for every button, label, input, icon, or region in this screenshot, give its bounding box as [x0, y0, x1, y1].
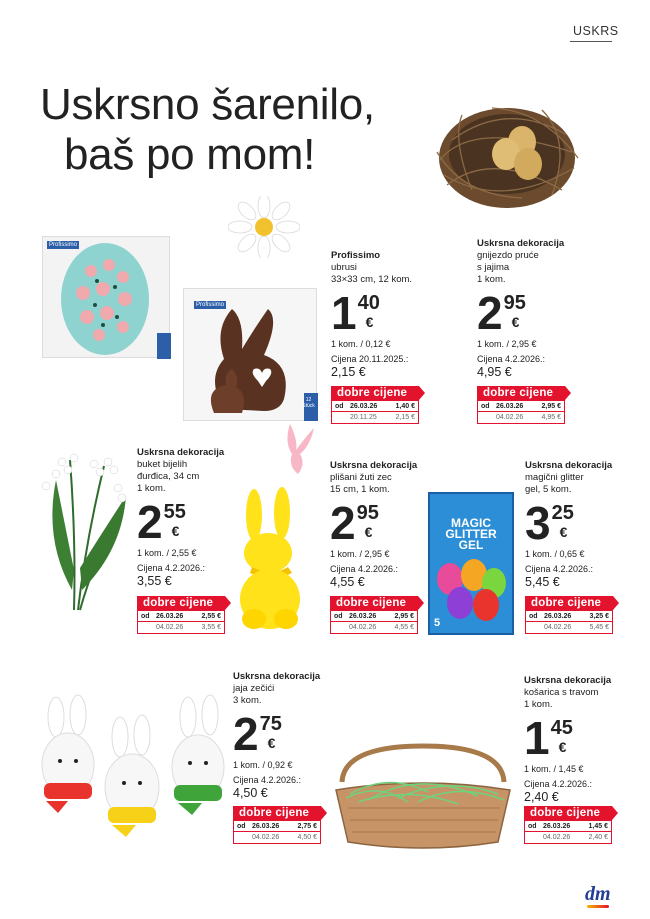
- price-currency: €: [171, 523, 180, 539]
- unit-price: 1 kom. / 2,95 €: [477, 339, 537, 349]
- badge-title: dobre cijene: [331, 386, 419, 401]
- unit-price: 1 kom. / 0,92 €: [233, 760, 293, 770]
- old-price: 4,95 €: [477, 365, 512, 379]
- bunny-napkin-pack-image: [183, 288, 317, 421]
- old-price-label: Cijena 4.2.2026.:: [524, 779, 593, 789]
- product-brand: Uskrsna dekoracija: [477, 238, 565, 249]
- napkin-pack-image: [42, 236, 170, 358]
- grass-basket-image: [328, 742, 518, 850]
- product-description-line: 1 kom.: [137, 483, 166, 494]
- price-currency: €: [267, 735, 276, 751]
- badge-title: dobre cijene: [233, 806, 321, 821]
- badge-price: 2,40 €: [588, 834, 608, 841]
- product-description-line: ubrusi: [331, 262, 357, 273]
- headline-line-1: Uskrsno šarenilo,: [40, 80, 375, 129]
- badge-od: od: [529, 613, 538, 620]
- unit-price: 1 kom. / 2,95 €: [330, 549, 390, 559]
- badge-od: od: [141, 613, 150, 620]
- product-description-line: 1 kom.: [477, 274, 506, 285]
- product-description-line: 3 kom.: [233, 695, 262, 706]
- price-currency: €: [558, 739, 567, 755]
- badge-date: 04.02.26: [544, 624, 572, 631]
- badge-date: 04.02.26: [252, 834, 280, 841]
- badge-title: dobre cijene: [477, 386, 565, 401]
- badge-price: 2,95 €: [541, 403, 561, 410]
- dobre-cijene-badge: [137, 596, 225, 634]
- unit-price: 1 kom. / 0,65 €: [525, 549, 585, 559]
- badge-title: dobre cijene: [137, 596, 225, 611]
- product-price: [137, 496, 233, 548]
- badge-date: 04.02.26: [349, 624, 377, 631]
- product-brand: Uskrsna dekoracija: [525, 460, 613, 471]
- badge-date: 04.02.26: [543, 834, 571, 841]
- unit-price: 1 kom. / 0,12 €: [331, 339, 391, 349]
- badge-date: 26.03.26: [349, 613, 377, 620]
- product-glitter-gel: [525, 460, 621, 589]
- product-description-line: jaja zečići: [233, 683, 275, 694]
- dobre-cijene-badge: [233, 806, 321, 844]
- price-currency: €: [559, 524, 568, 540]
- napkin-brand-label-2: Profissimo: [196, 302, 225, 308]
- unit-price: 1 kom. / 1,45 €: [524, 764, 584, 774]
- old-price-label: Cijena 4.2.2026.:: [233, 775, 302, 785]
- badge-price: 4,95 €: [541, 414, 561, 421]
- old-price-label: Cijena 20.11.2025.:: [331, 354, 409, 364]
- badge-date: 26.03.26: [496, 403, 524, 410]
- unit-price: 1 kom. / 2,55 €: [137, 548, 197, 558]
- old-price: 2,15 €: [331, 365, 366, 379]
- product-brand: Uskrsna dekoracija: [137, 447, 225, 458]
- dobre-cijene-badge: [477, 386, 565, 424]
- price-integer: 2: [233, 708, 258, 760]
- lily-of-the-valley-image: [34, 440, 130, 616]
- headline-line-2: baš po mom!: [64, 130, 316, 179]
- dobre-cijene-badge: [525, 596, 613, 634]
- old-price: 3,55 €: [137, 574, 172, 588]
- glitter-gel-count: 5: [434, 617, 441, 629]
- badge-price: 3,25 €: [589, 613, 609, 620]
- napkin-count-label: 12 Stück: [302, 397, 315, 409]
- price-decimal: 40: [357, 292, 380, 314]
- napkin-brand-label: Profissimo: [49, 242, 78, 248]
- badge-date: 26.03.26: [544, 613, 572, 620]
- badge-title: dobre cijene: [524, 806, 612, 821]
- product-price: [330, 497, 426, 549]
- product-description-line: plišani žuti zec: [330, 472, 392, 483]
- badge-date: 20.11.25: [350, 414, 377, 421]
- product-description-line: 15 cm, 1 kom.: [330, 484, 390, 495]
- badge-price: 4,55 €: [394, 624, 414, 631]
- product-brand: Uskrsna dekoracija: [330, 460, 418, 471]
- product-description-line: buket bijelih: [137, 459, 188, 470]
- dobre-cijene-badge: [330, 596, 418, 634]
- old-price-label: Cijena 4.2.2026.:: [525, 564, 594, 574]
- glitter-gel-box-image: [428, 492, 514, 635]
- nest-image: [432, 80, 582, 215]
- badge-price: 2,75 €: [297, 823, 317, 830]
- old-price: 4,50 €: [233, 786, 268, 800]
- price-decimal: 55: [163, 501, 186, 523]
- badge-price: 1,45 €: [588, 823, 608, 830]
- badge-date: 26.03.26: [156, 613, 184, 620]
- product-description-line: s jajima: [477, 262, 510, 273]
- price-integer: 1: [524, 712, 549, 764]
- badge-date: 04.02.26: [496, 414, 524, 421]
- price-decimal: 25: [551, 502, 574, 524]
- badge-od: od: [335, 403, 344, 410]
- old-price: 2,40 €: [524, 790, 559, 804]
- price-decimal: 95: [503, 292, 526, 314]
- product-nest: [477, 238, 573, 379]
- price-currency: €: [365, 314, 374, 330]
- bunny-eggs-image: [38, 693, 226, 845]
- section-tag-divider: [570, 41, 612, 42]
- badge-date: 26.03.26: [252, 823, 280, 830]
- section-tag: USKRS: [573, 24, 619, 38]
- product-bunny-eggs: [233, 671, 329, 800]
- product-grass-basket: [524, 675, 620, 804]
- dobre-cijene-badge: [331, 386, 419, 424]
- old-price: 4,55 €: [330, 575, 365, 589]
- product-description-line: košarica s travom: [524, 687, 599, 698]
- product-description-line: đurđica, 34 cm: [137, 471, 200, 482]
- product-price: [525, 497, 621, 549]
- old-price-label: Cijena 4.2.2026.:: [137, 563, 206, 573]
- page-headline: [40, 80, 375, 180]
- easter-egg-print: [43, 237, 171, 359]
- product-brand: Uskrsna dekoracija: [233, 671, 321, 682]
- badge-od: od: [237, 823, 246, 830]
- daisy-image: [228, 196, 300, 258]
- product-description-line: gnijezdo pruće: [477, 250, 539, 261]
- badge-price: 3,55 €: [201, 624, 221, 631]
- price-integer: 2: [137, 496, 162, 548]
- dm-logo: dm: [585, 883, 611, 905]
- badge-date: 26.03.26: [543, 823, 571, 830]
- product-napkins: [331, 250, 427, 379]
- product-description-line: gel, 5 kom.: [525, 484, 572, 495]
- dobre-cijene-badge: [524, 806, 612, 844]
- old-price-label: Cijena 4.2.2026.:: [477, 354, 546, 364]
- product-brand: Profissimo: [331, 250, 381, 261]
- old-price-label: Cijena 4.2.2026.:: [330, 564, 399, 574]
- price-decimal: 45: [550, 717, 573, 739]
- product-lily-bouquet: [137, 447, 233, 588]
- badge-price: 2,95 €: [394, 613, 414, 620]
- badge-od: od: [334, 613, 343, 620]
- product-price: [524, 712, 620, 764]
- badge-od: od: [481, 403, 490, 410]
- badge-price: 2,55 €: [201, 613, 221, 620]
- badge-od: od: [528, 823, 537, 830]
- badge-price: 4,50 €: [297, 834, 317, 841]
- badge-title: dobre cijene: [525, 596, 613, 611]
- product-price: [477, 287, 573, 339]
- glitter-gel-box-title: MAGIC GLITTER GEL: [445, 516, 497, 552]
- price-integer: 2: [330, 497, 355, 549]
- badge-price: 2,15 €: [395, 414, 415, 421]
- badge-date: 04.02.26: [156, 624, 184, 631]
- product-description-line: magični glitter: [525, 472, 584, 483]
- old-price: 5,45 €: [525, 575, 560, 589]
- product-price: [233, 708, 329, 760]
- yellow-plush-bunny-image: [232, 487, 310, 632]
- price-decimal: 95: [356, 502, 379, 524]
- price-integer: 3: [525, 497, 550, 549]
- price-currency: €: [364, 524, 373, 540]
- price-integer: 2: [477, 287, 502, 339]
- product-brand: Uskrsna dekoracija: [524, 675, 612, 686]
- product-description-line: 33×33 cm, 12 kom.: [331, 274, 413, 285]
- badge-date: 26.03.26: [350, 403, 378, 410]
- product-plush-bunny: [330, 460, 426, 589]
- pink-bunny-logo-icon: [278, 420, 318, 480]
- badge-price: 5,45 €: [589, 624, 609, 631]
- product-price: [331, 287, 427, 339]
- badge-title: dobre cijene: [330, 596, 418, 611]
- price-integer: 1: [331, 287, 356, 339]
- price-decimal: 75: [259, 713, 282, 735]
- badge-price: 1,40 €: [395, 403, 415, 410]
- price-currency: €: [511, 314, 520, 330]
- product-description-line: 1 kom.: [524, 699, 553, 710]
